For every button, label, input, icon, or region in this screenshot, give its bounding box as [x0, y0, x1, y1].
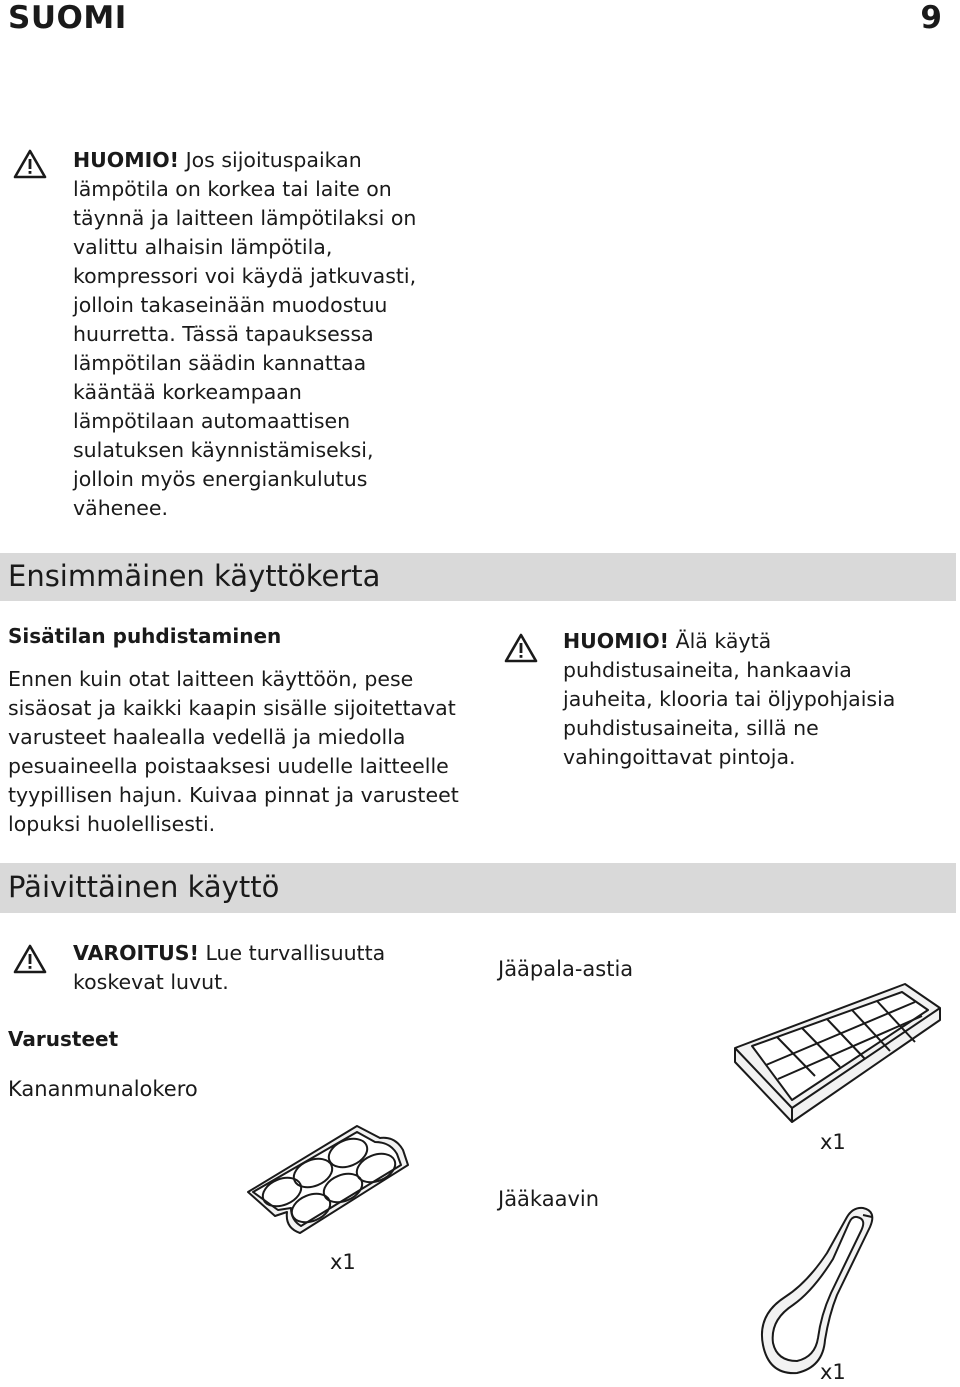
accessories-heading: Varusteet	[8, 1027, 119, 1051]
section-first-use-title: Ensimmäinen käyttökerta	[0, 553, 956, 601]
egg-tray-quantity: x1	[330, 1250, 356, 1274]
scraper-quantity: x1	[820, 1360, 846, 1384]
warning-safety-prefix: VAROITUS!	[73, 941, 199, 965]
caution-cleaning-body: Älä käytä puhdistusaineita, hankaavia jauheita, klooria tai öljypohjaisia puhdistusaineita, sillä ne vahingoittavat pintoja.	[563, 629, 896, 769]
subheading-interior-cleaning: Sisätilan puhdistaminen	[8, 624, 282, 648]
ice-tray-label: Jääpala-astia	[498, 957, 634, 981]
caution-cleaning-text	[563, 627, 923, 772]
ice-scraper-illustration	[745, 1205, 880, 1380]
warning-triangle-icon	[503, 632, 539, 664]
egg-tray-label: Kananmunalokero	[8, 1077, 198, 1101]
ice-tray-quantity: x1	[820, 1130, 846, 1154]
egg-tray-illustration	[245, 1120, 415, 1240]
caution-top-prefix: HUOMIO!	[73, 148, 180, 172]
warning-safety-body: Lue turvallisuutta koskevat luvut.	[73, 941, 386, 994]
warning-safety-text	[73, 939, 403, 997]
warning-triangle-icon	[12, 943, 48, 975]
warning-triangle-icon	[12, 148, 48, 180]
page-number: 9	[920, 0, 942, 36]
scraper-label: Jääkaavin	[498, 1187, 600, 1211]
caution-top-text	[73, 146, 418, 523]
cleaning-instructions: Ennen kuin otat laitteen käyttöön, pese sisäosat ja kaikki kaapin sisälle sijoitettavat varusteet haalealla vedellä ja miedolla pesuaineella poistaaksesi uudelle laitteelle tyypillisen hajun. Kuivaa pinnat ja varusteet lopuksi huolellisesti.	[8, 667, 459, 836]
section-daily-use-title: Päivittäinen käyttö	[0, 863, 956, 913]
header-language: SUOMI	[8, 0, 127, 36]
ice-tray-illustration	[730, 980, 945, 1130]
caution-cleaning-prefix: HUOMIO!	[563, 629, 670, 653]
caution-top-body: Jos sijoituspaikan lämpötila on korkea tai laite on täynnä ja laitteen lämpötilaksi on valittu alhaisin lämpötila, kompressori voi käydä jatkuvasti, jolloin takaseinään muodostuu huurretta. Tässä tapauksessa lämpötilan säädin kannattaa kääntää korkeampaan lämpötilaan automaattisen sulatuksen käynnistämiseksi, jolloin myös energiankulutus vähenee.	[73, 148, 417, 520]
